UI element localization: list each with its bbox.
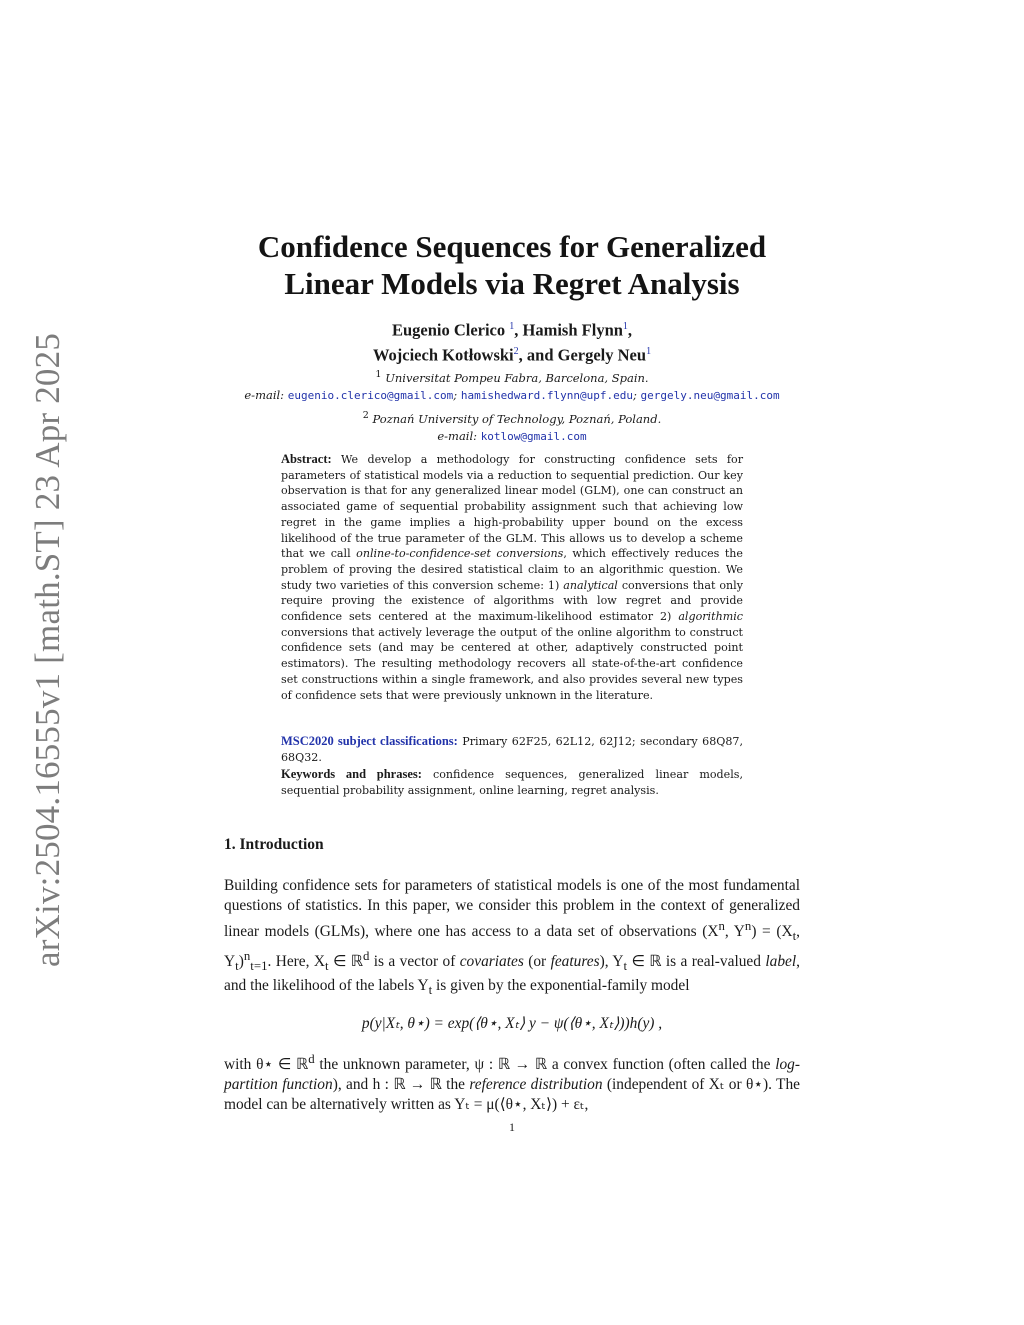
intro2-text: with θ⋆ ∈ ℝ [224, 1056, 309, 1074]
intro-sub-t: t [324, 959, 329, 974]
intro-text: , and the likelihood of the labels Y [224, 953, 800, 995]
intro-sup-d: d [362, 949, 370, 964]
abstract-text-2: , which effectively reduces the problem of proving the desired statistical claim to an algorithmic question. We study two varieties of this conversion scheme: 1) [281, 547, 743, 592]
affiliation-1-name: Universitat Pompeu Fabra, Barcelona, Spain. [385, 370, 649, 385]
intro-emphasis-label: label [765, 953, 797, 971]
intro-text: is a vector of [369, 953, 460, 971]
abstract-emphasis-2: analytical [563, 578, 618, 592]
author-sup-3[interactable]: 2 [513, 345, 519, 357]
author-line-1 [250, 316, 774, 341]
author-sup-1[interactable]: 1 [509, 321, 515, 332]
paper-title [200, 228, 824, 302]
intro-text: . Here, X [267, 953, 325, 971]
affiliation-2-name-line [200, 407, 824, 428]
intro2-emphasis-log-partition: log-partition function [224, 1056, 800, 1094]
msc-classifications [281, 734, 743, 765]
keywords-label: Keywords and phrases: [281, 767, 422, 781]
intro-text: (or [523, 953, 551, 971]
abstract-text-1: We develop a methodology for constructing confidence sets for parameters of statistical models via a reduction to sequential prediction. Our key observation is that for any generalized linear model (GLM), one can construct an associated game of sequential probability assignment such that achieving low regret in the game implies a high-probability upper bound on the excess likelihood of the true parameter of the GLM. This allows us to develop a scheme that we call [281, 453, 743, 561]
intro-text: Building confidence sets for parameters of statistical models is one of the most fundamental questions of statistics. In this paper, we consider this problem in the context of generalized linear models (GLMs), where one has access to a data set of observations (X [224, 877, 800, 941]
intro-text: ∈ ℝ is a real-valued [627, 953, 766, 971]
intro-sub-t: t [792, 929, 797, 944]
email-link-kotlowski[interactable]: kotlow@gmail.com [480, 429, 587, 443]
arxiv-identifier-stamp [18, 332, 78, 968]
author-sup-4[interactable]: 1 [646, 345, 652, 357]
msc-label-link[interactable]: MSC2020 subject classifications: [281, 734, 458, 748]
intro-text: ) [238, 953, 244, 971]
keywords [281, 767, 743, 798]
msc-text: Primary 62F25, 62L12, 62J12; secondary 68Q87, 68Q32. [281, 735, 743, 764]
author-comma: , [627, 320, 633, 340]
author-clerico: Eugenio Clerico [391, 320, 506, 340]
display-equation: p(y|Xₜ, θ⋆) = exp(⟨θ⋆, Xₜ⟩ y − ψ(⟨θ⋆, Xₜ⟩))h(y) , [361, 1015, 663, 1032]
author-flynn: , Hamish Flynn [514, 320, 623, 340]
arxiv-id-text: arXiv:2504.16555v1 [math.ST] 23 Apr 2025 [28, 332, 67, 968]
affiliation-1-name-line [200, 366, 824, 387]
title-line-1: Confidence Sequences for Generalized [257, 229, 767, 264]
intro-text: ), Y [599, 953, 624, 971]
author-list [250, 316, 774, 365]
email-link-flynn[interactable]: hamishedward.flynn@upf.edu [460, 388, 634, 402]
affiliation-2-email-line [200, 428, 824, 445]
email-link-clerico[interactable]: eugenio.clerico@gmail.com [287, 388, 454, 402]
intro-sub-t: t [235, 959, 239, 974]
affiliation-2-name: Poznań University of Technology, Poznań, Poland. [372, 411, 662, 426]
intro-text: , Y [724, 923, 745, 941]
affiliation-1-email-line [200, 387, 824, 404]
intro2-text: (independent of Xₜ or θ⋆). The model can be alternatively written as Yₜ = μ(⟨θ⋆, Xₜ⟩) + εₜ, [224, 1076, 800, 1114]
author-line-2 [250, 341, 774, 366]
introduction-paragraph-2 [224, 1049, 800, 1115]
intro-text: , Y [224, 923, 800, 971]
intro-sub-t: t [623, 959, 628, 974]
email-separator: ; [633, 387, 637, 402]
title-line-2: Linear Models via Regret Analysis [284, 266, 740, 301]
abstract-label: Abstract: [281, 452, 332, 466]
affiliation-1 [200, 366, 824, 404]
intro2-sup-d: d [308, 1052, 315, 1066]
email-link-neu[interactable]: gergely.neu@gmail.com [640, 388, 780, 402]
affiliation-2 [200, 407, 824, 445]
author-neu: , and Gergely Neu [518, 345, 647, 364]
keywords-text: confidence sequences, generalized linear models, sequential probability assignment, online learning, regret analysis. [281, 768, 743, 797]
abstract-text-4: conversions that actively leverage the output of the online algorithm to construct confidence sets (and may be centered at other, adaptively constructed point estimators). The resulting methodology recovers all state-of-the-art confidence set constructions within a single framework, and also provides several new types of confidence sets that were previously unknown in the literature. [281, 625, 743, 702]
intro-sup-n: n [243, 949, 251, 964]
intro-emphasis-covariates: covariates [459, 953, 524, 971]
intro-sub-t1: t=1 [250, 959, 268, 974]
intro2-text: the unknown parameter, ψ : ℝ → ℝ a convex function (often called the [314, 1056, 776, 1074]
intro-text: is given by the exponential-family model [432, 977, 690, 995]
affiliation-1-email-label: e-mail: [244, 387, 285, 402]
intro-text: ∈ ℝ [328, 953, 363, 971]
affiliation-1-number: 1 [375, 369, 382, 380]
intro-sup-n: n [718, 919, 725, 933]
section-heading-introduction: 1. Introduction [224, 836, 324, 853]
abstract-emphasis-1: online-to-confidence-set conversions [356, 547, 564, 561]
affiliation-2-number: 2 [362, 410, 369, 421]
abstract-text-3: conversions that only require proving the existence of algorithms with low regret and provide confidence sets centered at the maximum-likelihood estimator 2) [281, 578, 744, 624]
page-number: 1 [509, 1120, 515, 1134]
abstract-emphasis-3: algorithmic [678, 610, 743, 624]
affiliation-2-email-label: e-mail: [437, 428, 478, 443]
author-kotlowski: Wojciech Kotłowski [372, 345, 514, 364]
introduction-paragraph-1 [224, 876, 800, 1000]
intro-emphasis-features: features [550, 953, 600, 971]
intro-text: ) = (X [751, 923, 793, 941]
email-separator: ; [453, 387, 458, 402]
author-sup-2[interactable]: 1 [622, 321, 628, 332]
intro-sup-n: n [744, 919, 752, 933]
intro-sub-t: t [428, 983, 433, 998]
intro2-text: ), and h : ℝ → ℝ the [332, 1076, 470, 1094]
abstract [281, 452, 743, 703]
intro2-emphasis-reference-distribution: reference distribution [469, 1076, 603, 1094]
